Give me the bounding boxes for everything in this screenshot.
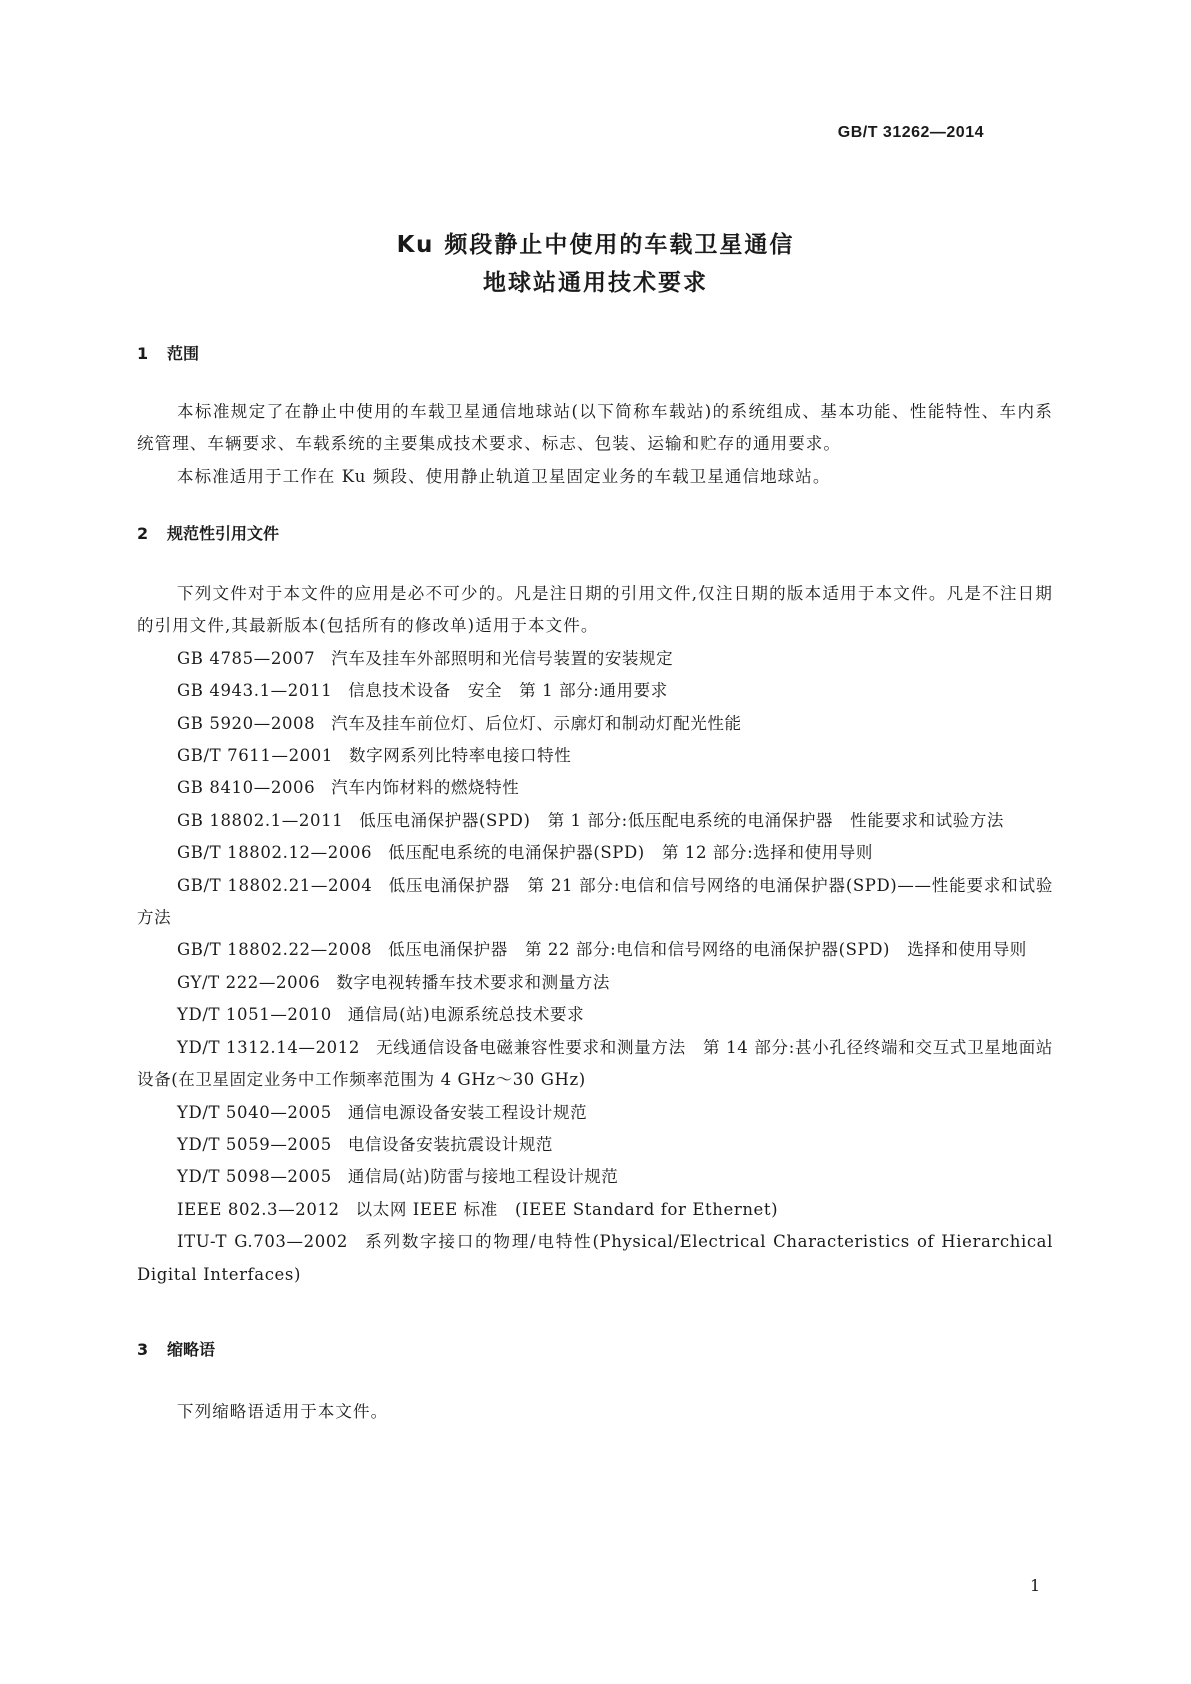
reference-title: 汽车及挂车前位灯、后位灯、示廓灯和制动灯配光性能 (331, 713, 742, 733)
reference-title: 通信局(站)电源系统总技术要求 (347, 1005, 585, 1025)
reference-title: 数字网系列比特率电接口特性 (349, 746, 572, 766)
section-title: 规范性引用文件 (167, 524, 280, 543)
reference-code: YD/T 5098—2005 (177, 1167, 332, 1187)
standard-code: GB/T 31262—2014 (837, 124, 984, 141)
reference-code: GB 5920—2008 (177, 713, 316, 733)
reference-code: YD/T 1051—2010 (177, 1005, 332, 1025)
reference-title: 无线通信设备电磁兼容性要求和测量方法 第 14 部分:甚小孔径终端和交互式卫星地面站设备(在卫星固定业务中工作频率范围为 4 GHz～30 GHz) (137, 1037, 1053, 1090)
reference-code: GB/T 18802.21—2004 (177, 875, 373, 895)
section-number: 1 (137, 344, 149, 363)
reference-item (137, 1161, 1053, 1193)
reference-item (137, 1194, 1053, 1226)
reference-title: 数字电视转播车技术要求和测量方法 (336, 972, 610, 992)
reference-title: 汽车内饰材料的燃烧特性 (331, 778, 520, 798)
paragraph: 本标准规定了在静止中使用的车载卫星通信地球站(以下简称车载站)的系统组成、基本功能、性能特性、车内系统管理、车辆要求、车载系统的主要集成技术要求、标志、包装、运输和贮存的通用要求。 (137, 402, 1053, 454)
references-body (137, 578, 1053, 1291)
section-number: 2 (137, 524, 149, 543)
title-line-2: 地球站通用技术要求 (483, 270, 708, 296)
reference-item (137, 1032, 1053, 1097)
section-title: 缩略语 (167, 1340, 216, 1359)
reference-code: GB/T 7611—2001 (177, 746, 333, 766)
reference-title: 低压电涌保护器 第 21 部分:电信和信号网络的电涌保护器(SPD)——性能要求和试验方法 (137, 875, 1053, 928)
reference-title: 汽车及挂车外部照明和光信号装置的安装规定 (331, 648, 674, 668)
reference-title: 低压配电系统的电涌保护器(SPD) 第 12 部分:选择和使用导则 (388, 843, 873, 863)
reference-title: 通信电源设备安装工程设计规范 (347, 1102, 588, 1122)
reference-title: 电信设备安装抗震设计规范 (347, 1134, 554, 1154)
reference-item (137, 934, 1053, 966)
reference-code: GB 8410—2006 (177, 778, 316, 798)
reference-code: IEEE 802.3—2012 (177, 1199, 340, 1219)
reference-code: GB/T 18802.12—2006 (177, 843, 373, 863)
reference-item (137, 1097, 1053, 1129)
section-number: 3 (137, 1340, 149, 1359)
section-title: 范围 (167, 344, 200, 363)
paragraph: 下列文件对于本文件的应用是必不可少的。凡是注日期的引用文件,仅注日期的版本适用于本文件。凡是不注日期的引用文件,其最新版本(包括所有的修改单)适用于本文件。 (137, 584, 1053, 636)
paragraph: 本标准适用于工作在 Ku 频段、使用静止轨道卫星固定业务的车载卫星通信地球站。 (177, 466, 831, 486)
reference-code: GB 18802.1—2011 (177, 810, 344, 830)
reference-item (137, 870, 1053, 935)
reference-item (137, 999, 1053, 1031)
reference-title: 低压电涌保护器(SPD) 第 1 部分:低压配电系统的电涌保护器 性能要求和试验方法 (359, 810, 1005, 830)
reference-item (137, 1129, 1053, 1161)
reference-item (137, 675, 1053, 707)
reference-code: ITU-T G.703—2002 (177, 1232, 349, 1252)
reference-code: GB/T 18802.22—2008 (177, 940, 373, 960)
reference-title: 通信局(站)防雷与接地工程设计规范 (347, 1167, 619, 1187)
reference-code: YD/T 5059—2005 (177, 1134, 332, 1154)
scope-body (137, 396, 1053, 493)
reference-item (137, 1226, 1053, 1291)
paragraph: 下列缩略语适用于本文件。 (177, 1402, 389, 1421)
abbreviations-body (137, 1396, 1053, 1428)
reference-code: GB 4943.1—2011 (177, 681, 333, 701)
reference-item (137, 837, 1053, 869)
reference-item (137, 740, 1053, 772)
document-title (0, 226, 1191, 302)
reference-item (137, 967, 1053, 999)
reference-code: YD/T 5040—2005 (177, 1102, 332, 1122)
reference-item (137, 772, 1053, 804)
reference-title: 以太网 IEEE 标准 (IEEE Standard for Ethernet) (355, 1199, 779, 1219)
reference-title: 低压电涌保护器 第 22 部分:电信和信号网络的电涌保护器(SPD) 选择和使用导则 (388, 940, 1027, 960)
reference-code: GY/T 222—2006 (177, 972, 321, 992)
section-heading-normative-references (137, 522, 279, 546)
title-line-1: Ku 频段静止中使用的车载卫星通信 (396, 232, 795, 258)
page-number: 1 (1030, 1576, 1041, 1595)
reference-item (137, 643, 1053, 675)
reference-code: GB 4785—2007 (177, 648, 316, 668)
reference-code: YD/T 1312.14—2012 (177, 1037, 360, 1057)
reference-title: 信息技术设备 安全 第 1 部分:通用要求 (348, 681, 668, 701)
reference-item (137, 805, 1053, 837)
section-heading-scope (137, 342, 199, 366)
reference-title: 系列数字接口的物理/电特性(Physical/Electrical Characteristics of Hierarchical Digital Interfaces) (137, 1232, 1053, 1284)
reference-item (137, 708, 1053, 740)
section-heading-abbreviations (137, 1338, 215, 1362)
